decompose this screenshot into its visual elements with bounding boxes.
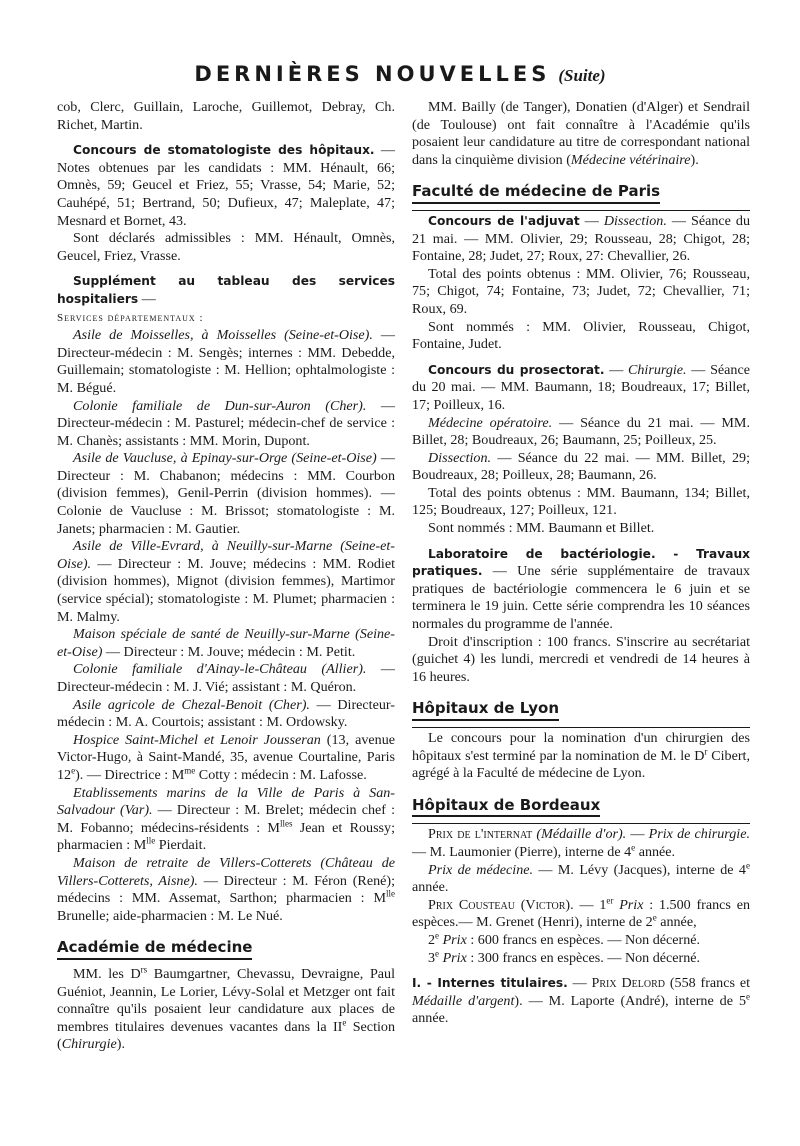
- entry-ville-evrard: Asile de Ville-Evrard, à Neuilly-sur-Marne (Seine-et-Oise). — Directeur : M. Jouve; médecins : MM. Rodiet (division hommes), Mignot (division femmes), Martimor (service spécial); stomatologiste : M. Plumet; pharmacien : M. Malmy.: [57, 538, 395, 625]
- academie-paragraph: MM. les $D^{rs}$ Baumgartner, Chevassu, Devraigne, Paul Guéniot, Jeannin, Le Lorier, Lévy-Solal et Metzger ont fait connaître qu'ils posaient leur candidature aux places de membres titulaires devenues vacantes dans la IIe Section (Chirurgie).: [57, 964, 396, 1053]
- adjuvat-paragraph: Concours de l'adjuvat — Dissection. — Séance du 21 mai. — MM. Olivier, 29; Rousseau, 28; Chigot, 28; Fontaine, 28; Judet, 27; Roux, 27: Chevallier, 26.: [412, 212, 750, 265]
- services-departementaux: Services départementaux :: [57, 311, 204, 324]
- lyon-paragraph: Le concours pour la nomination d'un chirurgien des hôpitaux s'est terminé par la nomination de M. le $D^r$ Cibert, agrégé à la Faculté de médecine de Lyon.: [412, 730, 750, 782]
- prix-medecine: Prix de médecine. — M. Lévy (Jacques), interne de 4e année.: [412, 859, 750, 896]
- entry-san-salvadour: Etablissements marins de la Ville de Paris à San-Salvadour (Var). — Directeur : M. Brelet; médecin chef : M. Fobanno; médecins-résidents : $M^{lles}$ Jean et Roussy; pharmacien : $M^{lle}$ Pierdait.: [57, 784, 396, 854]
- prosectorat-paragraph: Concours du prosectorat. — Chirurgie. — Séance du 20 mai. — MM. Baumann, 18; Boudreaux, 17; Billet, 17; Poilleux, 16.: [412, 361, 750, 413]
- prix-cousteau: Prix Cousteau (Victor). — 1er Prix : 1.500 francs en espèces.— M. Grenet (Henri), interne de 2e année,: [412, 895, 751, 931]
- droit-inscription: Droit d'inscription : 100 francs. S'inscrire au secrétariat (guichet 4) les lundi, mercredi et vendredi de 14 heures à 16 heures.: [412, 633, 750, 685]
- academie-title: Académie de médecine: [57, 939, 252, 960]
- lyon-section: [412, 700, 750, 782]
- entry-vaucluse: Asile de Vaucluse, à Epinay-sur-Orge (Seine-et-Oise) — Directeur : M. Chabanon; médecins : MM. Courbon (division femmes), Genil-Perrin (division hommes). — Colonie de Vaucluse : M. Brissot; stomatologiste : M. Janets; pharmacien : M. Gautier.: [57, 450, 395, 537]
- continued-paragraph: cob, Clerc, Guillain, Laroche, Guillemot, Debray, Ch. Richet, Martin.: [57, 99, 395, 133]
- entry-moisselles: Asile de Moisselles, à Moisselles (Seine-et-Oise). — Directeur-médecin : M. Sengès; internes : MM. Debedde, Guillemain; stomatologiste : M. Hellion; ophtalmologiste : M. Bégué.: [57, 327, 395, 396]
- bordeaux-section: [412, 797, 750, 1028]
- bordeaux-title: Hôpitaux de Bordeaux: [412, 797, 600, 818]
- lyon-title: Hôpitaux de Lyon: [412, 700, 559, 721]
- admissibles-paragraph: Sont déclarés admissibles : MM. Hénault, Omnès, Geucel, Friez, Vrasse.: [57, 230, 395, 264]
- page-header: [0, 62, 800, 86]
- page-title-suite: (Suite): [558, 66, 606, 85]
- laboratoire-paragraph: Laboratoire de bactériologie. - Travaux pratiques. — Une série supplémentaire de travaux pratiques de bactériologie commencera le 6 juin et se terminera le 19 juin. Cette série comprendra les 10 séances normales du programme de l'année.: [412, 546, 750, 633]
- entry-ainay: Colonie familiale d'Ainay-le-Château (Allier). — Directeur-médecin : M. J. Vié; assistant : M. Quéron.: [57, 661, 395, 695]
- entry-saint-michel: Hospice Saint-Michel et Lenoir Jousseran (13, avenue Victor-Hugo, à Saint-Mandé, 35, avenue Courtaline, Paris 12e). — Directrice : $M^{me}$ Cotty : médecin : M. Lafosse.: [57, 731, 396, 783]
- entry-villers-cotterets: Maison de retraite de Villers-Cotterets (Château de Villers-Cotterets, Aisne). — Directeur : M. Féron (René); médecins : MM. Assemat, Sarthon; pharmacien : $M^{lle}$ Brunelle; aide-pharmacien : M. Le Nué.: [57, 854, 395, 924]
- deuxieme-prix: 2e Prix : 600 francs en espèces. — Non décerné.: [428, 930, 701, 948]
- stomatologiste-lead: Concours de stomatologiste des hôpitaux.: [73, 143, 375, 158]
- supplement-heading: Supplément au tableau des services hospitaliers — Services départementaux :: [57, 274, 395, 324]
- prosectorat-total: Total des points obtenus : MM. Baumann, 134; Billet, 125; Boudreaux, 127; Poilleux, 121.: [412, 484, 750, 519]
- entry-chezal-benoit: Asile agricole de Chezal-Benoit (Cher). — Directeur-médecin : M. A. Courtois; assistant : M. Ordowsky.: [57, 696, 396, 731]
- left-column: [57, 99, 395, 1054]
- prix-internat: Prix de l'internat (Médaille d'or). — Prix de chirurgie. — M. Laumonier (Pierre), interne de 4e année.: [412, 826, 750, 860]
- internes-titulaires: I. - Internes titulaires. — Prix Delord (558 francs et Médaille d'argent). — M. Laporte (André), interne de 5e année.: [412, 975, 750, 1027]
- right-column: [412, 99, 750, 1028]
- adjuvat-nommes: Sont nommés : MM. Olivier, Rousseau, Chigot, Fontaine, Judet.: [412, 318, 750, 353]
- stomatologiste-paragraph: Concours de stomatologiste des hôpitaux. — Notes obtenues par les candidats : MM. Hénault, 66; Omnès, 59; Geucel et Friez, 55; Vrasse, 54; Marie, 52; Cauhépé, 51; Bertrand, 50; Dufieux, 47; Maleplate, 47; Mesnard et Bornet, 43.: [57, 142, 395, 229]
- faculte-section: [412, 183, 750, 686]
- dissection-paragraph: Dissection. — Séance du 22 mai. — MM. Billet, 29; Boudreaux, 28; Poilleux, 28; Baumann, 26.: [412, 449, 750, 484]
- academie-section: [57, 939, 395, 1054]
- adjuvat-total: Total des points obtenus : MM. Olivier, 76; Rousseau, 75; Chigot, 74; Fontaine, 73; Judet, 72; Chevallier, 71; Roux, 69.: [412, 265, 750, 317]
- candidature-paragraph: MM. Bailly (de Tanger), Donatien (d'Alger) et Sendrail (de Toulouse) ont fait connaître à l'Académie qu'ils posaient leur candidature au titre de correspondant national dans la cinquième division (Médecine vétérinaire).: [412, 99, 750, 168]
- medecine-operatoire: Médecine opératoire. — Séance du 21 mai. — MM. Billet, 28; Boudreaux, 26; Baumann, 25; Poilleux, 25.: [412, 414, 750, 449]
- prosectorat-nommes: Sont nommés : MM. Baumann et Billet.: [428, 520, 655, 537]
- entry-neuilly: Maison spéciale de santé de Neuilly-sur-Marne (Seine-et-Oise) — Directeur : M. Jouve; médecin : M. Petit.: [57, 626, 395, 660]
- faculte-title: Faculté de médecine de Paris: [412, 183, 660, 204]
- entry-dun-sur-auron: Colonie familiale de Dun-sur-Auron (Cher). — Directeur-médecin : M. Pasturel; médecin-chef de service : M. Chanès; assistants : MM. Morin, Dupont.: [57, 397, 395, 449]
- page-title: DERNIÈRES NOUVELLES: [194, 62, 551, 86]
- troisieme-prix: 3e Prix : 300 francs en espèces. — Non décerné.: [428, 947, 701, 966]
